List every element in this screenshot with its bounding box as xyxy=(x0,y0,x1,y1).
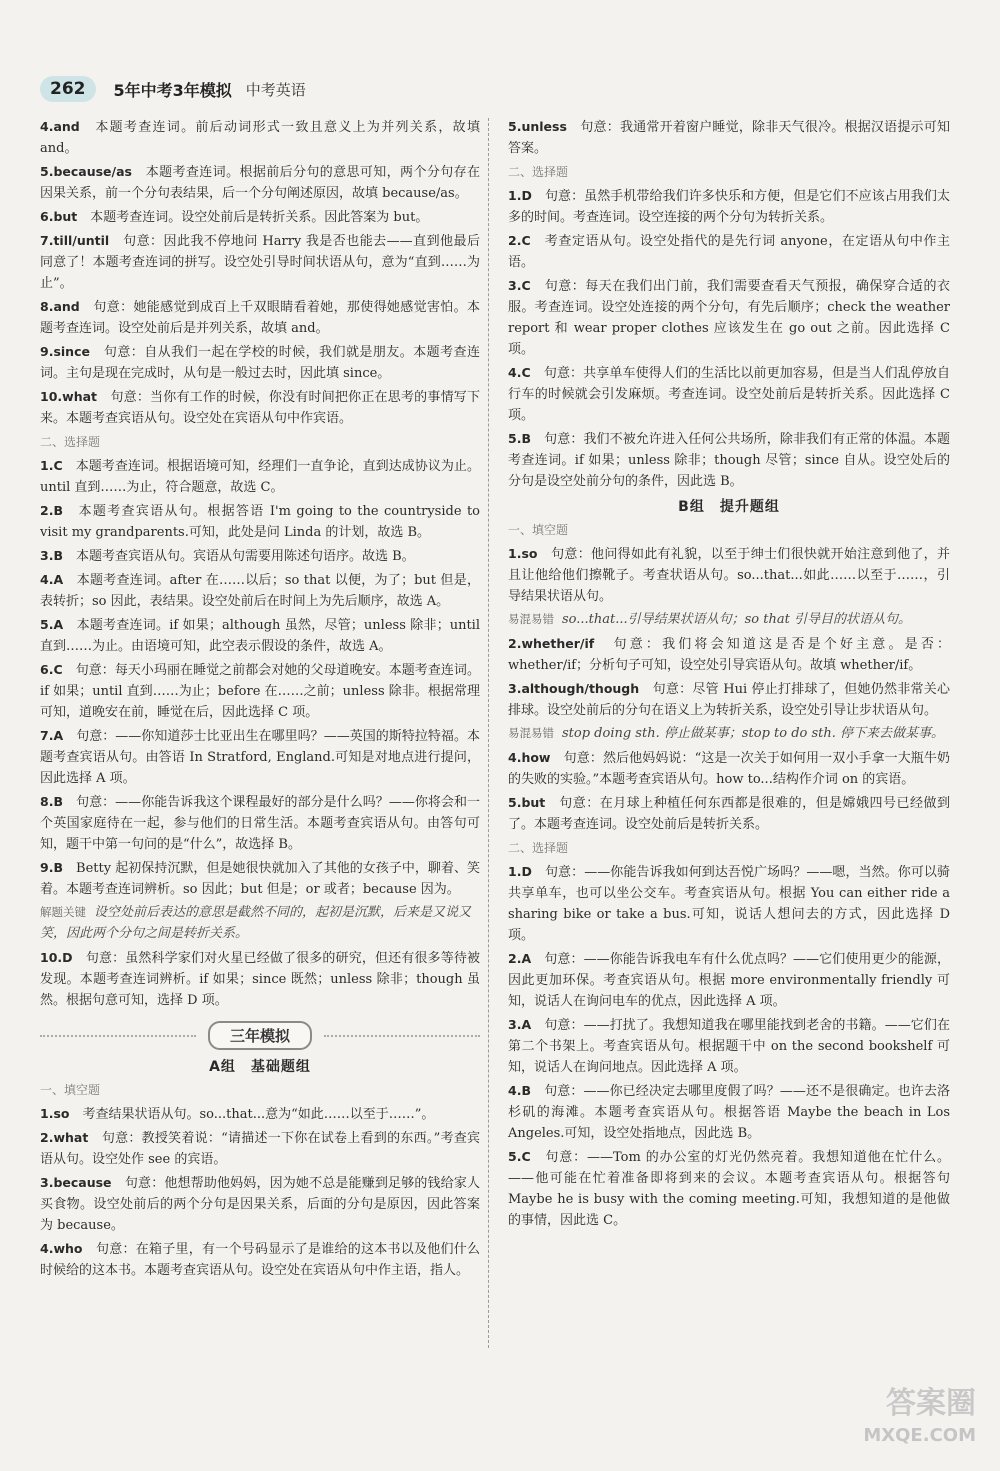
answer-key: 6.but xyxy=(40,209,78,224)
section-heading: 二、选择题 xyxy=(40,435,101,449)
answer-key: 3.A xyxy=(508,1017,532,1032)
section-heading: 二、选择题 xyxy=(508,841,569,855)
mistake-note xyxy=(508,723,950,744)
watermark-url: MXQE.COM xyxy=(863,1425,976,1446)
answer-item xyxy=(508,1080,950,1144)
answer-explanation: 句意：——你能告诉我如何到达吾悦广场吗？——嗯，当然。你可以骑共享单车，也可以坐公交车。考查宾语从句。根据 You can either ride a sharing bike or take a bus.可知，说话人想问去的方式，因此选择 D 项。 xyxy=(508,865,950,943)
answer-item xyxy=(40,947,480,1011)
answer-key: 1.so xyxy=(508,546,538,561)
answer-item xyxy=(40,569,480,612)
answer-key: 4.B xyxy=(508,1083,531,1098)
answer-explanation: 句意：她能感觉到成百上千双眼睛看着她，那使得她感觉害怕。本题考查连词。设空处前后是并列关系，故填 and。 xyxy=(40,300,480,336)
series-title: 5年中考3年模拟 xyxy=(113,80,232,100)
answer-item xyxy=(508,1146,950,1231)
answer-item xyxy=(508,275,950,360)
answer-explanation: 句意：虽然手机带给我们许多快乐和方便，但是它们不应该占用我们太多的时间。考查连词。设空连接的两个分句为转折关系。 xyxy=(508,189,950,225)
answer-explanation: 句意：我们将会知道这是否是个好主意。是否：whether/if；分析句子可知，设空处引导宾语从句。故填 whether/if。 xyxy=(508,637,950,673)
answer-explanation: 句意：在箱子里，有一个号码显示了是谁给的这本书以及他们什么时候给的这本书。本题考查宾语从句。设空处在宾语从句中作主语，指人。 xyxy=(40,1242,480,1278)
answer-explanation: 句意：每天在我们出门前，我们需要查看天气预报，确保穿合适的衣服。考查连词。设空处连接的两个分句，有先后顺序；check the weather report 和 wear proper clothes 应该发生在 go out 之前。因此选择 C 项。 xyxy=(508,279,950,357)
answer-explanation: 句意：当你有工作的时候，你没有时间把你正在思考的事情写下来。本题考查宾语从句。设空处在宾语从句中作宾语。 xyxy=(40,390,480,426)
watermark-logo xyxy=(863,1388,976,1452)
answer-key: 2.A xyxy=(508,951,532,966)
answer-item xyxy=(508,747,950,790)
answer-explanation: 句意：共享单车使得人们的生活比以前更加容易，但是当人们乱停放自行车的时候就会引发麻烦。考查连词。设空处前后是转折关系。因此选择 C 项。 xyxy=(508,366,950,423)
answer-item xyxy=(40,296,480,339)
answer-explanation: 句意：因此我不停地问 Harry 我是否也能去——直到他最后同意了！本题考查连词的拼写。设空处引导时间状语从句，意为“直到……为止”。 xyxy=(40,234,480,291)
answer-item xyxy=(40,725,480,789)
answer-key: 8.and xyxy=(40,299,80,314)
banner-line-right xyxy=(324,1035,480,1037)
page-number: 262 xyxy=(40,76,96,102)
answer-explanation: 句意：然后他妈妈说：“这是一次关于如何用一双小手拿一大瓶牛奶的失败的实验。”本题考查宾语从句。how to...结构作介词 on 的宾语。 xyxy=(508,751,950,787)
answer-explanation: 句意：——你已经决定去哪里度假了吗？——还不是很确定。也许去洛杉矶的海滩。本题考查宾语从句。根据答语 Maybe the beach in Los Angeles.可知，设空处指地点，因此选 B。 xyxy=(508,1084,950,1141)
mistake-text: so...that...引导结果状语从句；so that 引导目的状语从句。 xyxy=(562,612,911,627)
answer-item xyxy=(40,116,480,159)
answer-explanation: 考查定语从句。设空处指代的是先行词 anyone，在定语从句中作主语。 xyxy=(508,234,950,270)
answer-explanation: 本题考查连词。设空处前后是转折关系。因此答案为 but。 xyxy=(90,210,429,225)
subject-title: 中考英语 xyxy=(245,80,306,99)
answer-explanation: 句意：他问得如此有礼貌，以至于绅士们很快就开始注意到他了，并且让他给他们擦靴子。考查状语从句。so...that...如此……以至于……，引导结果状语从句。 xyxy=(508,547,950,604)
answer-explanation: 句意：——你能告诉我这个课程最好的部分是什么吗？——你将会和一个英国家庭待在一起，参与他们的日常生活。本题考查宾语从句。由答句可知，题干中第一句问的是“什么”，故选择 B。 xyxy=(40,795,480,852)
answer-key: 4.who xyxy=(40,1241,83,1256)
group-a-title: A组 基础题组 xyxy=(209,1059,311,1075)
answer-explanation: 考查结果状语从句。so...that...意为“如此……以至于……”。 xyxy=(82,1107,435,1122)
answer-explanation: 本题考查宾语从句。根据答语 I'm going to the countryside to visit my grandparents.可知，此处是问 Linda 的计划，故选 B。 xyxy=(40,504,480,540)
answer-item xyxy=(508,1014,950,1078)
answer-key: 9.B xyxy=(40,860,63,875)
answer-item xyxy=(40,230,480,294)
right-group-b-choice-items xyxy=(508,861,950,1231)
answer-item xyxy=(508,116,950,159)
left-choice-items-2 xyxy=(40,947,480,1011)
right-group-b-items xyxy=(508,543,950,607)
answer-item xyxy=(508,428,950,492)
answer-item xyxy=(40,545,480,567)
answer-item xyxy=(508,861,950,946)
answer-item xyxy=(508,230,950,273)
section-banner xyxy=(40,1021,480,1050)
tip-note xyxy=(40,902,480,944)
answer-item xyxy=(40,161,480,204)
answer-key: 10.D xyxy=(40,950,73,965)
right-fill-items xyxy=(508,116,950,159)
answer-item xyxy=(40,1238,480,1281)
answer-item xyxy=(40,614,480,657)
answer-item xyxy=(40,791,480,855)
answer-key: 3.although/though xyxy=(508,681,640,696)
answer-key: 1.D xyxy=(508,864,532,879)
answer-explanation: 句意：我通常开着窗户睡觉，除非天气很冷。根据汉语提示可知答案。 xyxy=(508,120,950,156)
answer-key: 8.B xyxy=(40,794,63,809)
answer-key: 3.C xyxy=(508,278,531,293)
right-choice-items xyxy=(508,185,950,492)
tip-tag: 解题关键 xyxy=(40,905,86,919)
answer-item xyxy=(508,543,950,607)
answer-explanation: 本题考查连词。根据语境可知，经理们一直争论，直到达成协议为止。until 直到……为止，符合题意，故选 C。 xyxy=(40,459,480,495)
answer-item xyxy=(40,386,480,429)
answer-key: 7.till/until xyxy=(40,233,110,248)
answer-explanation: 句意：每天小玛丽在睡觉之前都会对她的父母道晚安。本题考查连词。if 如果；until 直到……为止；before 在……之前；unless 除非。根据常理可知，道晚安在前，睡觉在后，因此选择 C 项。 xyxy=(40,663,480,720)
answer-key: 5.because/as xyxy=(40,164,132,179)
mistake-text: stop doing sth. 停止做某事；stop to do sth. 停下来去做某事。 xyxy=(562,726,945,741)
answer-explanation: 句意：在月球上种植任何东西都是很难的，但是嫦娥四号已经做到了。本题考查连词。设空处前后是转折关系。 xyxy=(508,796,950,832)
answer-key: 2.B xyxy=(40,503,63,518)
answer-key: 3.B xyxy=(40,548,63,563)
answer-explanation: Betty 起初保持沉默，但是她很快就加入了其他的女孩子中，聊着、笑着。本题考查连词辨析。so 因此；but 但是；or 或者；because 因为。 xyxy=(40,861,480,897)
answer-item xyxy=(40,1103,480,1125)
answer-key: 2.what xyxy=(40,1130,89,1145)
answer-item xyxy=(40,659,480,723)
right-group-b-items-2 xyxy=(508,633,950,721)
answer-item xyxy=(508,362,950,426)
answer-item xyxy=(40,500,480,543)
answer-key: 10.what xyxy=(40,389,98,404)
mistake-tag: 易混易错 xyxy=(508,612,554,626)
answer-item xyxy=(508,792,950,835)
column-divider xyxy=(488,118,489,1348)
mistake-tag: 易混易错 xyxy=(508,726,554,740)
answer-item xyxy=(40,1172,480,1236)
answer-explanation: 本题考查连词。if 如果；although 虽然，尽管；unless 除非；until 直到……为止。由语境可知，此空表示假设的条件，故选 A。 xyxy=(40,618,480,654)
answer-item xyxy=(508,678,950,721)
answer-key: 1.so xyxy=(40,1106,70,1121)
left-group-a-items xyxy=(40,1103,480,1281)
tip-text: 设空处前后表达的意思是截然不同的，起初是沉默，后来是又说又笑，因此两个分句之间是转折关系。 xyxy=(40,905,472,941)
answer-key: 6.C xyxy=(40,662,63,677)
watermark-main: 答案圈 xyxy=(886,1386,976,1421)
answer-item xyxy=(508,948,950,1012)
answer-key: 5.C xyxy=(508,1149,531,1164)
answer-key: 2.C xyxy=(508,233,531,248)
answer-explanation: 句意：他想帮助他妈妈，因为她不总是能赚到足够的钱给家人买食物。设空处前后的两个分句是因果关系，后面的分句是原因，因此答案为 because。 xyxy=(40,1176,480,1233)
banner-title: 三年模拟 xyxy=(208,1021,312,1050)
answer-explanation: 句意：——Tom 的办公室的灯光仍然亮着。我想知道他在忙什么。——他可能在忙着准备即将到来的会议。本题考查宾语从句。根据答句 Maybe he is busy with the coming meeting.可知，我想知道的是他做的事情，因此选 C。 xyxy=(508,1150,950,1228)
answer-item xyxy=(40,455,480,498)
answer-explanation: 句意：尽管 Hui 停止打排球了，但她仍然非常关心排球。设空处前后的分句在语义上为转折关系，设空处引导让步状语从句。 xyxy=(508,682,950,718)
answer-key: 7.A xyxy=(40,728,64,743)
answer-key: 9.since xyxy=(40,344,90,359)
answer-key: 5.A xyxy=(40,617,64,632)
answer-explanation: 句意：——打扰了。我想知道我在哪里能找到老舍的书籍。——它们在第二个书架上。考查宾语从句。根据题干中 on the second bookshelf 可知，说话人在询问地点。因此选择 A 项。 xyxy=(508,1018,950,1075)
answer-key: 1.C xyxy=(40,458,63,473)
answer-explanation: 本题考查连词。前后动词形式一致且意义上为并列关系，故填 and。 xyxy=(40,120,480,156)
right-group-b-items-3 xyxy=(508,747,950,835)
answer-key: 5.but xyxy=(508,795,546,810)
answer-item xyxy=(40,857,480,900)
answer-explanation: 句意：——你知道莎士比亚出生在哪里吗？——英国的斯特拉特福。本题考查宾语从句。由答语 In Stratford, England.可知是对地点进行提问，因此选择 A 项。 xyxy=(40,729,480,786)
answer-key: 5.B xyxy=(508,431,531,446)
answer-item xyxy=(40,1127,480,1170)
answer-explanation: 句意：——你能告诉我电车有什么优点吗？——它们使用更少的能源，因此更加环保。考查宾语从句。根据 more environmentally friendly 可知，说话人在询问电车的优点，因此选择 A 项。 xyxy=(508,952,950,1009)
answer-key: 4.and xyxy=(40,119,80,134)
answer-key: 4.how xyxy=(508,750,551,765)
section-heading: 一、填空题 xyxy=(508,523,569,537)
answer-key: 4.A xyxy=(40,572,64,587)
section-heading: 二、选择题 xyxy=(508,165,569,179)
answer-item xyxy=(508,633,950,676)
answer-item xyxy=(508,185,950,228)
answer-key: 4.C xyxy=(508,365,531,380)
answer-explanation: 句意：虽然科学家们对火星已经做了很多的研究，但还有很多等待被发现。本题考查连词辨析。if 如果；since 既然；unless 除非；though 虽然。根据句意可知，选择 D 项。 xyxy=(40,951,480,1008)
answer-key: 2.whether/if xyxy=(508,636,595,651)
answer-key: 3.because xyxy=(40,1175,112,1190)
answer-item xyxy=(40,341,480,384)
section-heading: 一、填空题 xyxy=(40,1083,101,1097)
left-column xyxy=(40,116,480,1283)
answer-explanation: 句意：自从我们一起在学校的时候，我们就是朋友。本题考查连词。主句是现在完成时，从句是一般过去时，因此填 since。 xyxy=(40,345,480,381)
left-choice-items xyxy=(40,455,480,900)
answer-key: 5.unless xyxy=(508,119,567,134)
answer-item xyxy=(40,206,480,228)
banner-line-left xyxy=(40,1035,196,1037)
answer-key: 1.D xyxy=(508,188,532,203)
answer-explanation: 本题考查宾语从句。宾语从句需要用陈述句语序。故选 B。 xyxy=(76,549,415,564)
page-header xyxy=(40,74,970,104)
answer-explanation: 本题考查连词。根据前后分句的意思可知，两个分句存在因果关系，前一个分句表结果，后一个分句阐述原因，故填 because/as。 xyxy=(40,165,480,201)
group-b-title: B组 提升题组 xyxy=(678,499,780,515)
answer-explanation: 句意：教授笑着说：“请描述一下你在试卷上看到的东西。”考查宾语从句。设空处作 see 的宾语。 xyxy=(40,1131,480,1167)
right-column xyxy=(508,116,950,1233)
answer-explanation: 句意：我们不被允许进入任何公共场所，除非我们有正常的体温。本题考查连词。if 如果；unless 除非；though 尽管；since 自从。设空处后的分句是设空处前分句的条件，因此选 B。 xyxy=(508,432,950,489)
answer-explanation: 本题考查连词。after 在……以后；so that 以便，为了；but 但是，表转折；so 因此，表结果。设空处前后在时间上为先后顺序，故选 A。 xyxy=(40,573,480,609)
mistake-note xyxy=(508,609,950,630)
left-fill-items xyxy=(40,116,480,429)
